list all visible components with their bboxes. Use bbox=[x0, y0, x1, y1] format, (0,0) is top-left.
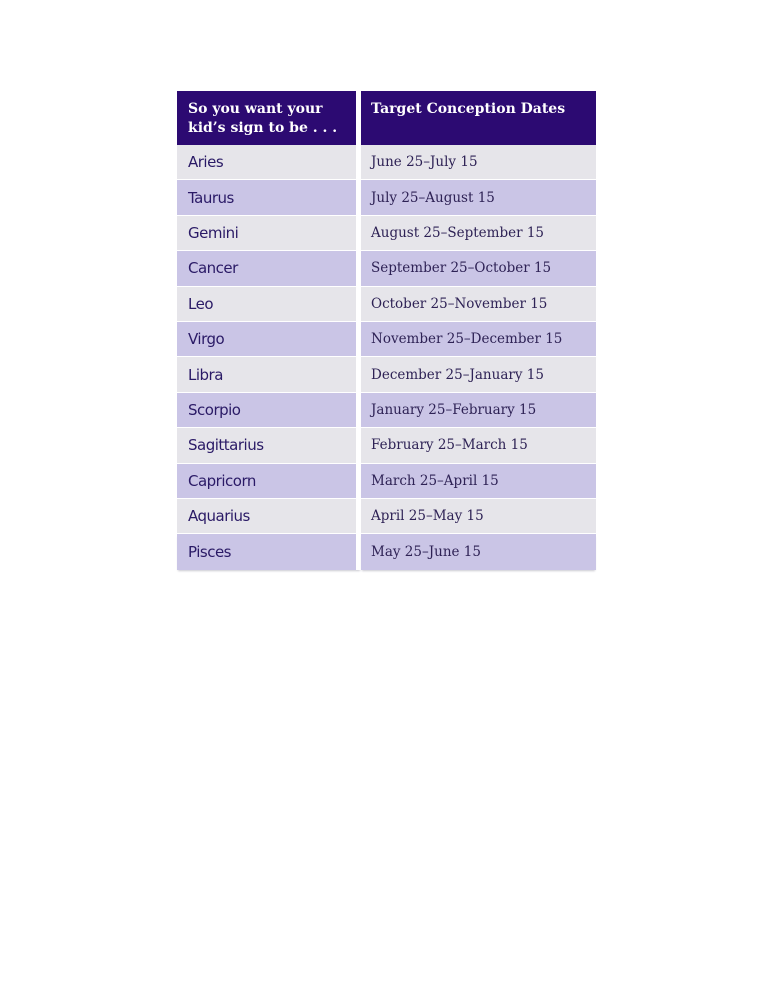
sign-cell: Cancer bbox=[177, 251, 361, 286]
conception-table-container bbox=[177, 91, 596, 570]
table-row bbox=[177, 251, 596, 286]
header-row bbox=[177, 91, 596, 145]
dates-cell: January 25–February 15 bbox=[361, 393, 596, 428]
sign-cell: Leo bbox=[177, 287, 361, 322]
dates-cell: July 25–August 15 bbox=[361, 180, 596, 215]
dates-cell: April 25–May 15 bbox=[361, 499, 596, 534]
table-row bbox=[177, 216, 596, 251]
table-row bbox=[177, 145, 596, 180]
sign-cell: Aquarius bbox=[177, 499, 361, 534]
table-row bbox=[177, 534, 596, 569]
header-sign: So you want your kid’s sign to be . . . bbox=[177, 91, 361, 145]
table-row bbox=[177, 393, 596, 428]
sign-cell: Aries bbox=[177, 145, 361, 180]
table-row bbox=[177, 499, 596, 534]
table-row bbox=[177, 322, 596, 357]
sign-cell: Sagittarius bbox=[177, 428, 361, 463]
dates-cell: September 25–October 15 bbox=[361, 251, 596, 286]
dates-cell: June 25–July 15 bbox=[361, 145, 596, 180]
dates-cell: March 25–April 15 bbox=[361, 464, 596, 499]
dates-cell: November 25–December 15 bbox=[361, 322, 596, 357]
dates-cell: May 25–June 15 bbox=[361, 534, 596, 569]
sign-cell: Gemini bbox=[177, 216, 361, 251]
sign-cell: Scorpio bbox=[177, 393, 361, 428]
sign-cell: Capricorn bbox=[177, 464, 361, 499]
sign-cell: Libra bbox=[177, 357, 361, 392]
table-row bbox=[177, 464, 596, 499]
dates-cell: December 25–January 15 bbox=[361, 357, 596, 392]
sign-cell: Taurus bbox=[177, 180, 361, 215]
dates-cell: August 25–September 15 bbox=[361, 216, 596, 251]
table-header bbox=[177, 91, 596, 145]
table-body bbox=[177, 145, 596, 570]
header-dates: Target Conception Dates bbox=[361, 91, 596, 145]
conception-dates-table bbox=[177, 91, 596, 570]
table-row bbox=[177, 180, 596, 215]
table-row bbox=[177, 428, 596, 463]
dates-cell: February 25–March 15 bbox=[361, 428, 596, 463]
table-row bbox=[177, 287, 596, 322]
sign-cell: Virgo bbox=[177, 322, 361, 357]
table-row bbox=[177, 357, 596, 392]
sign-cell: Pisces bbox=[177, 534, 361, 569]
dates-cell: October 25–November 15 bbox=[361, 287, 596, 322]
